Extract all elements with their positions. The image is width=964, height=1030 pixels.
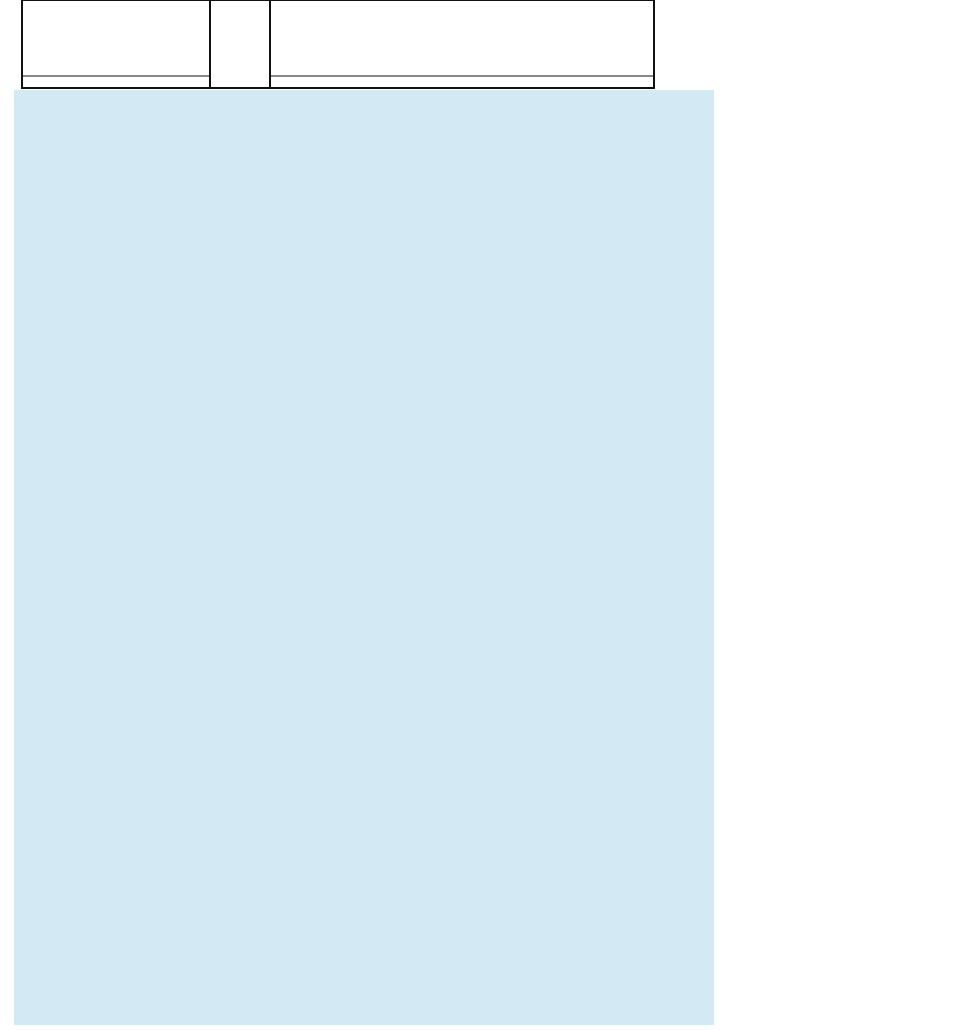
log-background [14, 90, 714, 1025]
log-header [22, 0, 654, 88]
header-frame [22, 0, 654, 88]
